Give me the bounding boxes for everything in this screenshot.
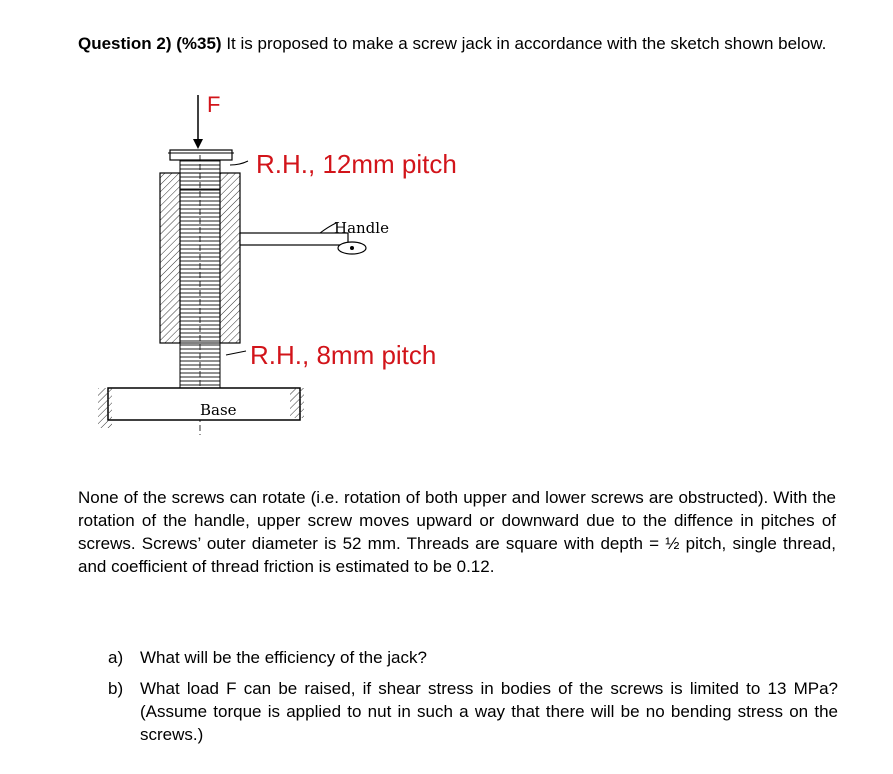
question-heading [78, 33, 838, 55]
screw-jack-sketch [80, 95, 510, 445]
part-b-letter: b) [108, 679, 124, 698]
question-title: Question 2) (%35) [78, 34, 222, 53]
lower-screw-label: R.H., 8mm pitch [250, 340, 437, 370]
load-cap [170, 150, 232, 160]
part-a-text: What will be the efficiency of the jack? [140, 648, 427, 667]
base-label: Base [200, 401, 237, 419]
part-a-letter: a) [108, 648, 124, 667]
part-b [108, 677, 838, 746]
upper-screw-label: R.H., 12mm pitch [256, 149, 457, 179]
lower-screw [180, 343, 220, 388]
screw-jack-figure [80, 92, 510, 445]
question-parts [108, 646, 838, 754]
handle-bar [240, 233, 348, 245]
problem-description: None of the screws can rotate (i.e. rotation of both upper and lower screws are obstructed). With the rotation of the handle, upper screw moves upward or downward due to the diffence in pitches of screws. Screws’ outer diameter is 52 mm. Threads are square with depth = ½ pitch, single thread, and coefficient of thread friction is estimated to be 0.12. [78, 488, 836, 576]
nut-left-wall [160, 173, 180, 343]
nut-right-wall [220, 173, 240, 343]
force-arrow-head [193, 139, 203, 149]
part-b-text: What load F can be raised, if shear stress in bodies of the screws is limited to 13 MPa? (Assume torque is applied to nut in such a way that there will be no bending stress on the screws.) [140, 679, 838, 744]
force-label: F [207, 92, 221, 117]
question-intro: It is proposed to make a screw jack in accordance with the sketch shown below. [226, 34, 827, 53]
handle-label: Handle [334, 219, 389, 237]
part-a [108, 646, 838, 669]
